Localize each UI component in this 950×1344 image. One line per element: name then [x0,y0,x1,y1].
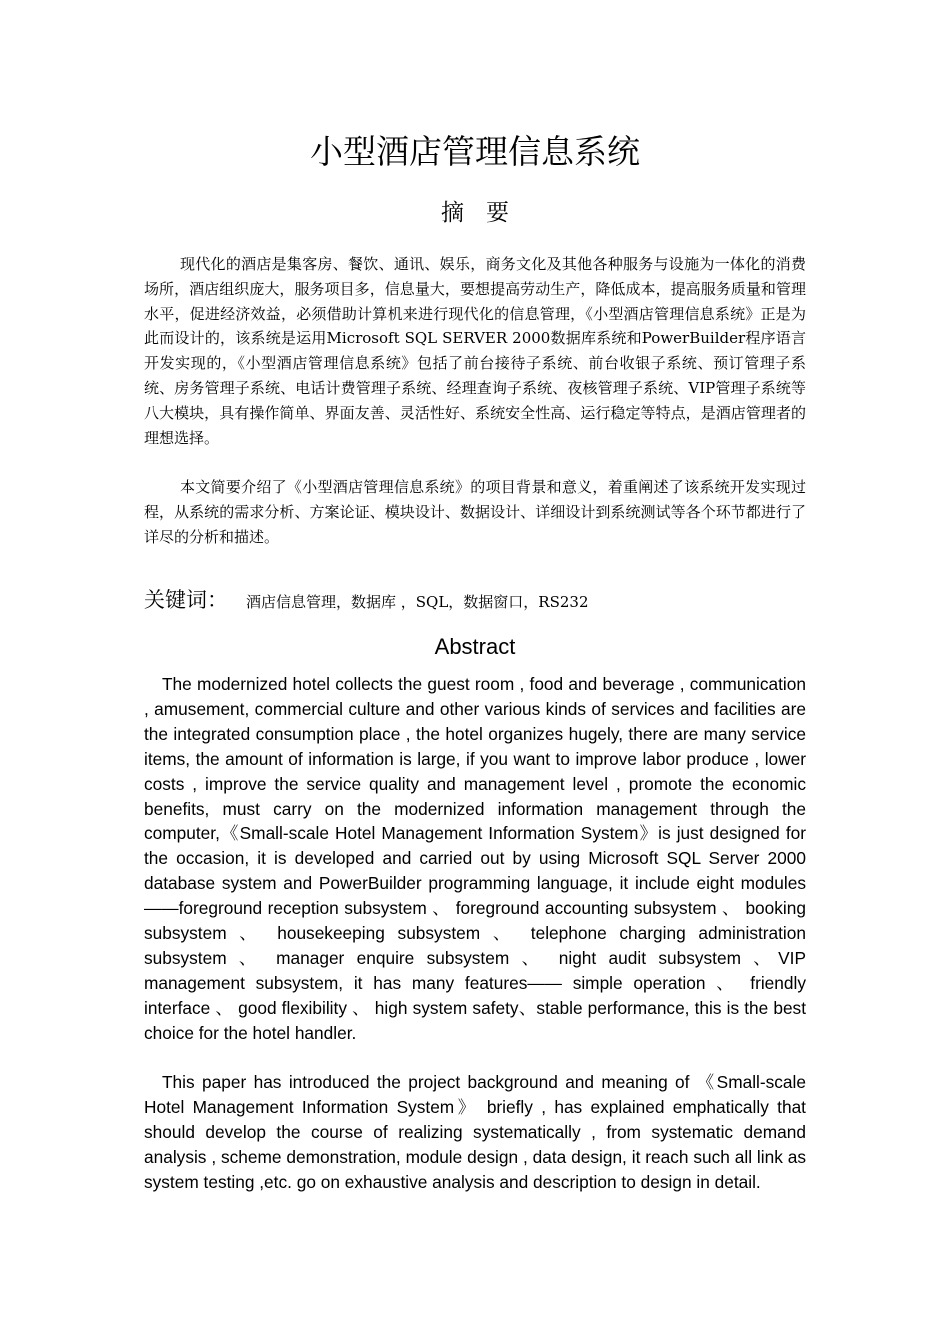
keywords-label: 关键词： [144,588,228,612]
document-title: 小型酒店管理信息系统 [310,132,640,171]
keywords-line [144,584,806,618]
chinese-abstract-paragraph-2: 本文简要介绍了《小型酒店管理信息系统》的项目背景和意义，着重阐述了该系统开发实现过程，从系统的需求分析、方案论证、模块设计、数据设计、详细设计到系统测试等各个环节都进行了详尽的分析和描述。 [144,478,806,546]
chinese-abstract-paragraph-1: 现代化的酒店是集客房、餐饮、通讯、娱乐，商务文化及其他各种服务与设施为一体化的消费场所，酒店组织庞大，服务项目多，信息量大，要想提高劳动生产，降低成本，提高服务质量和管理水平，促进经济效益，必须借助计算机来进行现代化的信息管理，《小型酒店管理信息系统》正是为此而设计的，该系统是运用Microsoft SQL SERVER 2000数据库系统和PowerBuilder程序语言开发实现的，《小型酒店管理信息系统》包括了前台接待子系统、前台收银子系统、预订管理子系统、房务管理子系统、电话计费管理子系统、经理查询子系统、夜核管理子系统、VIP管理子系统等八大模块，具有操作简单、界面友善、灵活性好、系统安全性高、运行稳定等特点，是酒店管理者的理想选择。 [144,255,806,447]
english-abstract-paragraph-2: This paper has introduced the project background and meaning of 《Small-scale Hotel Management Information System》 briefly , has explained emphatically that should develop the course of realizing systematically , from systematic demand analysis , scheme demonstration, module design , data design, it reach such all link as system testing ,etc. go on exhaustive analysis and description to design in detail. [144,1072,806,1192]
abstract-heading-english: Abstract [434,634,516,659]
abstract-heading-chinese: 摘要 [441,200,531,226]
english-abstract-paragraph-1: The modernized hotel collects the guest room , food and beverage , communication , amusement, commercial culture and other various kinds of services and facilities are the integrated consumption place , the hotel organizes hugely, there are many service items, the amount of information is large, if you want to improve labor produce , lower costs , improve the service quality and management level , promote the economic benefits, must carry on the modernized information management through the computer,《Small-scale Hotel Management Information System》is just designed for the occasion, it is developed and carried out by using Microsoft SQL Server 2000 database system and PowerBuilder programming language, it include eight modules ——foreground reception subsystem 、 foreground accounting subsystem 、 booking subsystem 、 housekeeping subsystem 、 telephone charging administration subsystem 、 manager enquire subsystem 、 night audit subsystem 、VIP management subsystem, it has many features—— simple operation 、 friendly interface 、 good flexibility 、 high system safety、stable performance, this is the best choice for the hotel handler. [144,674,806,1043]
keywords-text: 酒店信息管理，数据库 ，SQL，数据窗口，RS232 [246,593,589,611]
